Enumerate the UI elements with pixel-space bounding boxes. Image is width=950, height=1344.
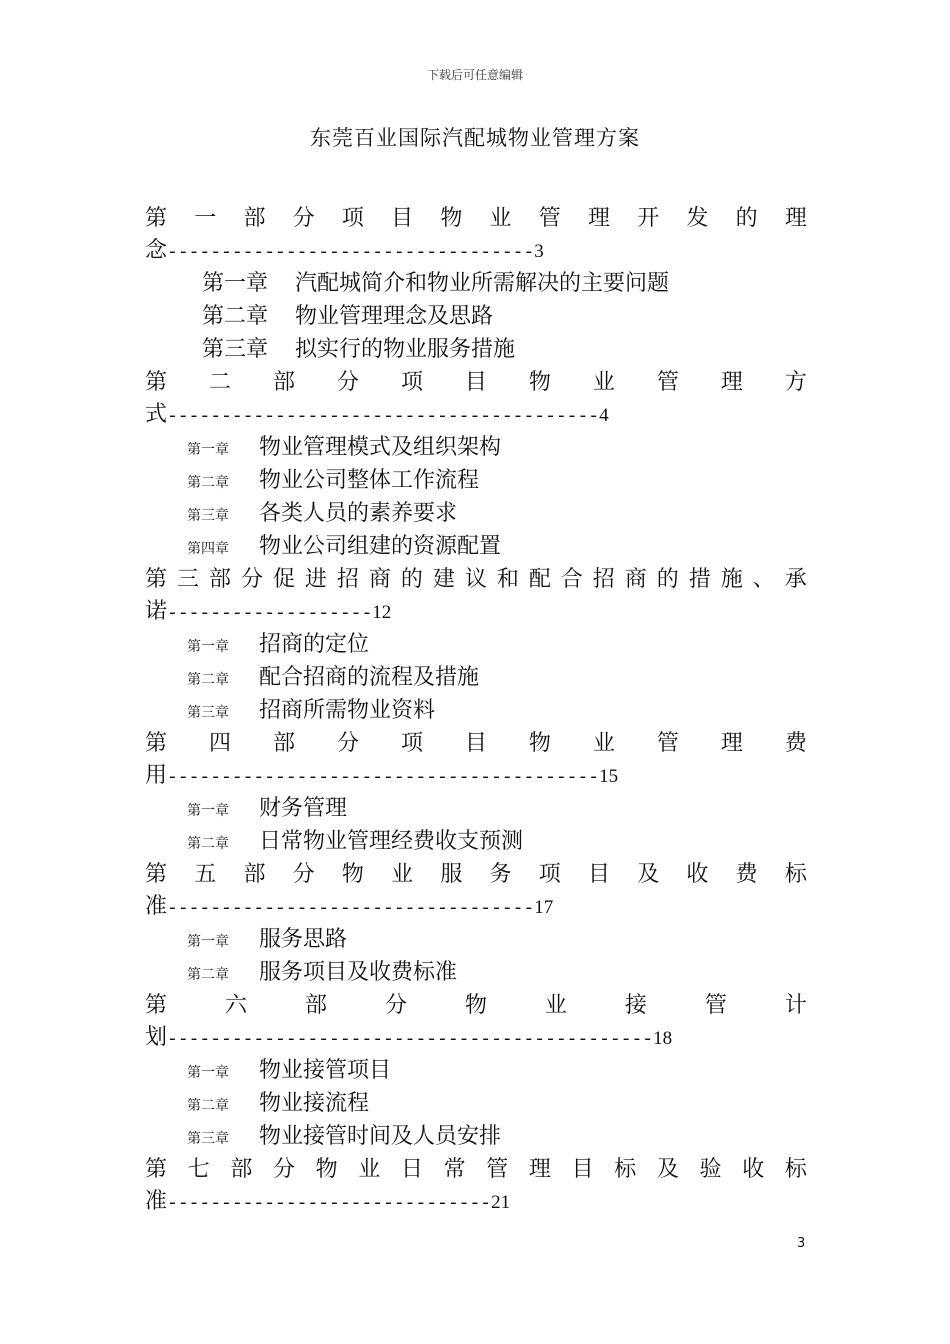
toc-chapter: 第一章 服务思路 xyxy=(187,927,348,952)
heading-char: 理 xyxy=(784,206,807,231)
heading-char: 进 xyxy=(304,567,327,592)
heading-char: 物 xyxy=(528,370,551,395)
heading-char: 管 xyxy=(656,731,679,756)
heading-char: 费 xyxy=(735,862,758,887)
heading-char: 第 xyxy=(145,370,168,395)
toc-part-2-continuation: 式----------------------------------------4 xyxy=(145,402,609,427)
heading-char: 六 xyxy=(224,993,247,1018)
toc-part-5-page: 17 xyxy=(534,897,554,918)
heading-char: 商 xyxy=(624,567,647,592)
heading-char: 业 xyxy=(592,731,615,756)
heading-char: 业 xyxy=(544,993,567,1018)
heading-char: 务 xyxy=(489,862,512,887)
heading-char: 验 xyxy=(699,1157,722,1182)
toc-chapter: 第一章 财务管理 xyxy=(187,796,348,821)
page-header-note: 下载后可任意编辑 xyxy=(426,68,523,82)
heading-char: 分 xyxy=(272,1157,295,1182)
heading-char: 服 xyxy=(440,862,463,887)
heading-char: 承 xyxy=(784,567,807,592)
heading-char: 建 xyxy=(432,567,455,592)
heading-char: 物 xyxy=(315,1157,338,1182)
toc-part-2-heading xyxy=(145,367,807,399)
heading-char: 的 xyxy=(656,567,679,592)
heading-char: 物 xyxy=(440,206,463,231)
heading-char: 目 xyxy=(391,206,414,231)
heading-char: 第 xyxy=(145,993,168,1018)
heading-char: 管 xyxy=(486,1157,509,1182)
heading-char: 议 xyxy=(464,567,487,592)
heading-char: 理 xyxy=(720,370,743,395)
heading-char: 部 xyxy=(272,731,295,756)
heading-char: 物 xyxy=(341,862,364,887)
toc-chapter: 第一章 物业接管项目 xyxy=(187,1058,392,1083)
heading-char: 项 xyxy=(400,370,423,395)
heading-char: 四 xyxy=(208,731,231,756)
heading-char: 分 xyxy=(384,993,407,1018)
heading-char: 项 xyxy=(341,206,364,231)
heading-char: 措 xyxy=(688,567,711,592)
heading-char: 分 xyxy=(292,206,315,231)
toc-part-5-continuation: 准----------------------------------17 xyxy=(145,894,554,919)
toc-chapter: 第一章 物业管理模式及组织架构 xyxy=(187,435,502,460)
document-title: 东莞百业国际汽配城物业管理方案 xyxy=(310,126,640,150)
heading-char: 日 xyxy=(400,1157,423,1182)
heading-char: 管 xyxy=(656,370,679,395)
toc-part-6-continuation: 划---------------------------------------------18 xyxy=(145,1025,673,1050)
heading-char: 计 xyxy=(784,993,807,1018)
heading-char: 目 xyxy=(464,370,487,395)
heading-char: 常 xyxy=(443,1157,466,1182)
heading-char: 业 xyxy=(358,1157,381,1182)
heading-char: 理 xyxy=(587,206,610,231)
toc-chapter: 第三章 招商所需物业资料 xyxy=(187,698,436,723)
toc-chapter: 第四章 物业公司组建的资源配置 xyxy=(187,534,502,559)
toc-part-2-page: 4 xyxy=(599,405,609,426)
heading-char: 标 xyxy=(784,862,807,887)
heading-char: 收 xyxy=(686,862,709,887)
toc-part-4-page: 15 xyxy=(599,766,619,787)
toc-part-4-continuation: 用----------------------------------------15 xyxy=(145,763,619,788)
heading-char: 物 xyxy=(528,731,551,756)
toc-part-3-heading xyxy=(145,564,807,596)
heading-char: 开 xyxy=(637,206,660,231)
toc-chapter: 第三章 拟实行的物业服务措施 xyxy=(202,337,516,362)
heading-char: 项 xyxy=(400,731,423,756)
heading-char: 二 xyxy=(208,370,231,395)
toc-part-1-continuation: 念----------------------------------3 xyxy=(145,238,544,263)
toc-part-1-heading xyxy=(145,203,807,235)
heading-char: 目 xyxy=(571,1157,594,1182)
heading-char: 发 xyxy=(686,206,709,231)
heading-char: 和 xyxy=(496,567,519,592)
heading-char: 管 xyxy=(704,993,727,1018)
toc-part-5-heading xyxy=(145,859,807,891)
heading-char: 第 xyxy=(145,1157,168,1182)
heading-char: 部 xyxy=(272,370,295,395)
heading-char: 目 xyxy=(464,731,487,756)
toc-part-6-page: 18 xyxy=(653,1028,673,1049)
heading-char: 业 xyxy=(592,370,615,395)
heading-char: 分 xyxy=(336,731,359,756)
heading-char: 招 xyxy=(592,567,615,592)
heading-char: 第 xyxy=(145,567,168,592)
heading-char: 部 xyxy=(243,862,266,887)
heading-char: 部 xyxy=(230,1157,253,1182)
heading-char: 标 xyxy=(614,1157,637,1182)
heading-char: 业 xyxy=(391,862,414,887)
heading-char: 配 xyxy=(528,567,551,592)
toc-chapter: 第二章 物业管理理念及思路 xyxy=(202,304,494,329)
heading-char: 业 xyxy=(489,206,512,231)
heading-char: 七 xyxy=(187,1157,210,1182)
heading-char: 第 xyxy=(145,206,168,231)
heading-char: 第 xyxy=(145,731,168,756)
heading-char: 理 xyxy=(528,1157,551,1182)
heading-char: 五 xyxy=(194,862,217,887)
toc-part-4-heading xyxy=(145,728,807,760)
toc-chapter: 第二章 配合招商的流程及措施 xyxy=(187,665,480,690)
heading-char: 的 xyxy=(735,206,758,231)
toc-chapter: 第二章 物业公司整体工作流程 xyxy=(187,468,480,493)
heading-char: 一 xyxy=(194,206,217,231)
heading-char: 及 xyxy=(637,862,660,887)
toc-part-3-continuation: 诺-------------------12 xyxy=(145,599,392,624)
heading-char: 收 xyxy=(742,1157,765,1182)
toc-chapter: 第二章 日常物业管理经费收支预测 xyxy=(187,829,524,854)
heading-char: 理 xyxy=(720,731,743,756)
heading-char: 及 xyxy=(656,1157,679,1182)
heading-char: 施 xyxy=(720,567,743,592)
heading-char: 分 xyxy=(292,862,315,887)
heading-char: 部 xyxy=(208,567,231,592)
heading-char: 合 xyxy=(560,567,583,592)
page-number: 3 xyxy=(797,1236,806,1251)
toc-chapter: 第一章 汽配城简介和物业所需解决的主要问题 xyxy=(202,271,670,296)
heading-char: 、 xyxy=(752,567,775,592)
heading-char: 接 xyxy=(624,993,647,1018)
toc-chapter: 第三章 物业接管时间及人员安排 xyxy=(187,1124,502,1149)
toc-part-7-page: 21 xyxy=(491,1192,511,1213)
heading-char: 分 xyxy=(240,567,263,592)
heading-char: 第 xyxy=(145,862,168,887)
heading-char: 目 xyxy=(587,862,610,887)
toc-chapter: 第二章 服务项目及收费标准 xyxy=(187,960,458,985)
toc-chapter: 第一章 招商的定位 xyxy=(187,632,370,657)
heading-char: 物 xyxy=(464,993,487,1018)
heading-char: 项 xyxy=(538,862,561,887)
heading-char: 三 xyxy=(176,567,199,592)
heading-char: 促 xyxy=(272,567,295,592)
toc-part-3-page: 12 xyxy=(372,602,392,623)
heading-char: 费 xyxy=(784,731,807,756)
heading-char: 方 xyxy=(784,370,807,395)
toc-part-7-heading xyxy=(145,1154,807,1186)
heading-char: 招 xyxy=(336,567,359,592)
toc-part-7-continuation: 准------------------------------21 xyxy=(145,1189,511,1214)
heading-char: 商 xyxy=(368,567,391,592)
heading-char: 部 xyxy=(243,206,266,231)
heading-char: 部 xyxy=(304,993,327,1018)
heading-char: 标 xyxy=(784,1157,807,1182)
heading-char: 分 xyxy=(336,370,359,395)
toc-chapter: 第二章 物业接流程 xyxy=(187,1091,370,1116)
toc-part-1-page: 3 xyxy=(534,241,544,262)
heading-char: 管 xyxy=(538,206,561,231)
toc-chapter: 第三章 各类人员的素养要求 xyxy=(187,501,458,526)
heading-char: 的 xyxy=(400,567,423,592)
toc-part-6-heading xyxy=(145,990,807,1022)
